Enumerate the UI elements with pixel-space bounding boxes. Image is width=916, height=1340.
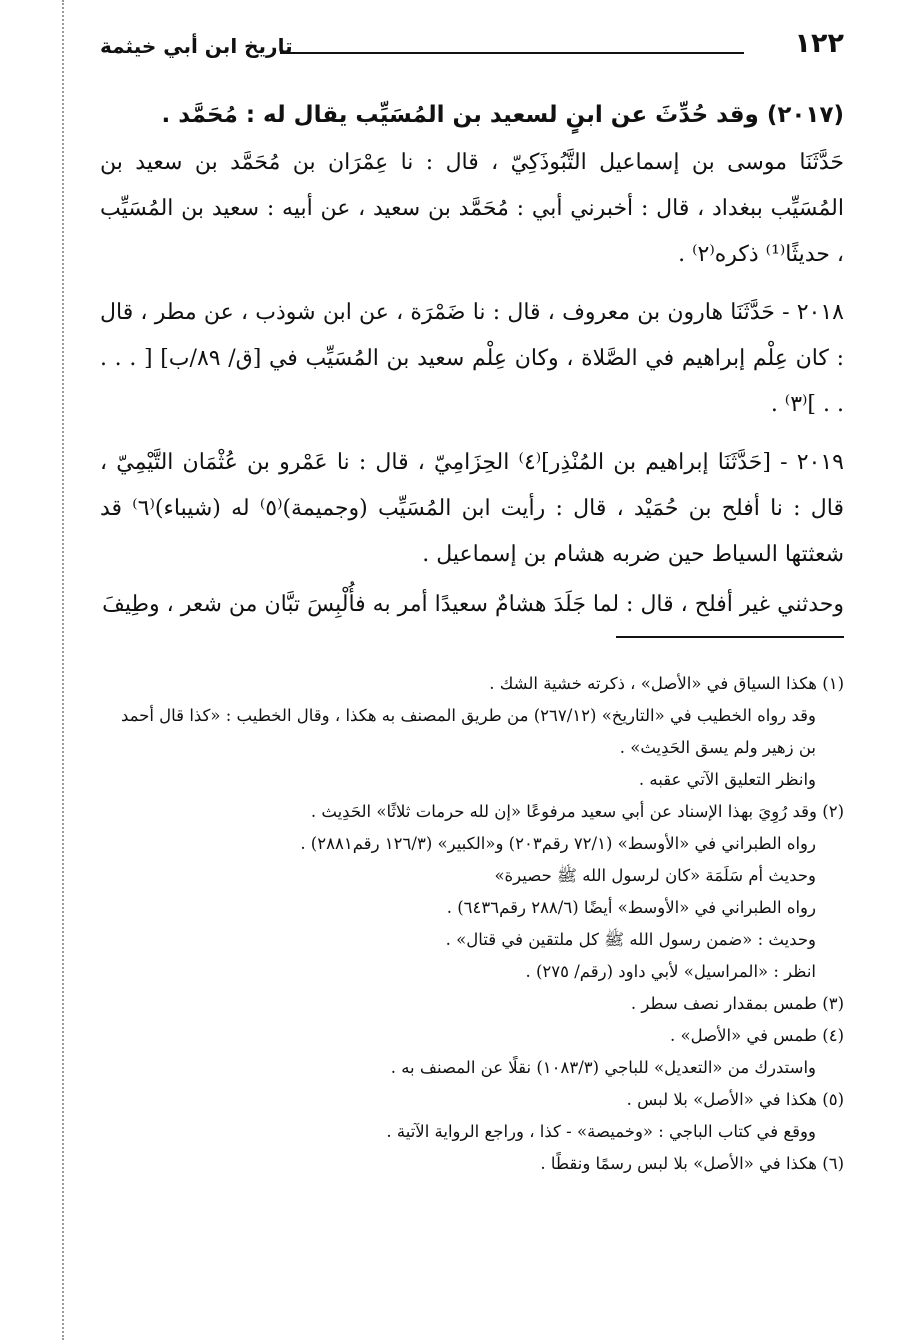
footnote-line: وحديث : «ضمن رسول الله ﷺ كل ملتقين في قتال» . [445, 930, 816, 949]
footnote-line: انظر : «المراسيل» لأبي داود (رقم/ ٢٧٥) . [525, 962, 816, 981]
page-header [100, 28, 844, 76]
footnotes [100, 668, 844, 1180]
footnote-line: (٦) هكذا في «الأصل» بلا لبس رسمًا ونقطًا . [540, 1154, 844, 1173]
footnote-line: (١) هكذا السياق في «الأصل» ، ذكرته خشية الشك . [489, 674, 844, 693]
footnote-line: (٣) طمس بمقدار نصف سطر . [630, 994, 844, 1013]
footnote-line: (٥) هكذا في «الأصل» بلا لبس . [626, 1090, 844, 1109]
footnote-line: وقد رواه الخطيب في «التاريخ» (٢٦٧/١٢) من طريق المصنف به هكذا ، وقال الخطيب : «كذا قال أحمد بن زهير ولم يسق الحَدِيث» . [120, 706, 816, 757]
footnote-line: (٢) وقد رُوِيَ بهذا الإسناد عن أبي سعيد مرفوعًا «إن لله حرمات ثلاثًا» الحَدِيث . [310, 802, 844, 821]
footnote-line: رواه الطبراني في «الأوسط» (٧٢/١ رقم٢٠٣) و«الكبير» (١٢٦/٣ رقم٢٨٨١) . [300, 834, 816, 853]
entry-paragraph-2: ٢٠١٨ - حَدَّثَنَا هارون بن معروف ، قال : نا ضَمْرَة ، عن ابن شوذب ، عن مطر ، قال : كان عِلْم إبراهيم في الصَّلاة ، وكان عِلْم سعيد بن المُسَيِّب في [ق/ ٨٩/ب] [ . . . . . ]⁽٣⁾ . [100, 300, 844, 417]
footnote-separator [616, 636, 844, 638]
entry-paragraph-1: حَدَّثَنَا موسى بن إسماعيل التَّبُوذَكِيّ ، قال : نا عِمْرَان بن مُحَمَّد بن سعيد بن المُسَيِّب ببغداد ، قال : أخبرني أبي : مُحَمَّد بن سعيد ، عن أبيه : سعيد بن المُسَيِّب ، حديثًا⁽¹⁾ ذكره⁽٢⁾ . [100, 150, 844, 267]
footnote-line: واستدرك من «التعديل» للباجي (١٠٨٣/٣) نقلًا عن المصنف به . [390, 1058, 816, 1077]
scan-margin-dots [62, 0, 64, 1340]
footnote-line: وحديث أم سَلَمَة «كان لرسول الله ﷺ حصيرة» [494, 866, 816, 885]
footnote-line: ووقع في كتاب الباجي : «وخميصة» - كذا ، وراجع الرواية الآتية . [386, 1122, 816, 1141]
header-rule [280, 52, 744, 54]
footnote-line: رواه الطبراني في «الأوسط» أيضًا (٢٨٨/٦ رقم٦٤٣٦) . [446, 898, 816, 917]
running-title: تاريخ ابن أبي خيثمة [100, 34, 293, 58]
entry-heading: (٢٠١٧) وقد حُدِّثَ عن ابنٍ لسعيد بن المُسَيِّب يقال له : مُحَمَّد . [161, 102, 844, 128]
page-number: ١٢٢ [794, 28, 844, 59]
main-text [100, 90, 844, 640]
entry-paragraph-4: وحدثني غير أفلح ، قال : لما جَلَدَ هشامٌ سعيدًا أمر به فأُلْبِسَ تبَّان من شعر ، وطِيفَ [102, 592, 844, 617]
entry-paragraph-3: ٢٠١٩ - [حَدَّثَنَا إبراهيم بن المُنْذِر]⁽٤⁾ الحِزَامِيّ ، قال : نا عَمْرو بن عُثْمَان التَّيْمِيّ ، قال : نا أفلح بن حُمَيْد ، قال : رأيت ابن المُسَيِّب (وجميمة)⁽٥⁾ له (شيباء)⁽٦⁾ قد شعثتها السياط حين ضربه هشام بن إسماعيل . [100, 450, 845, 567]
footnote-line: وانظر التعليق الآتي عقبه . [638, 770, 816, 789]
footnote-line: (٤) طمس في «الأصل» . [669, 1026, 844, 1045]
